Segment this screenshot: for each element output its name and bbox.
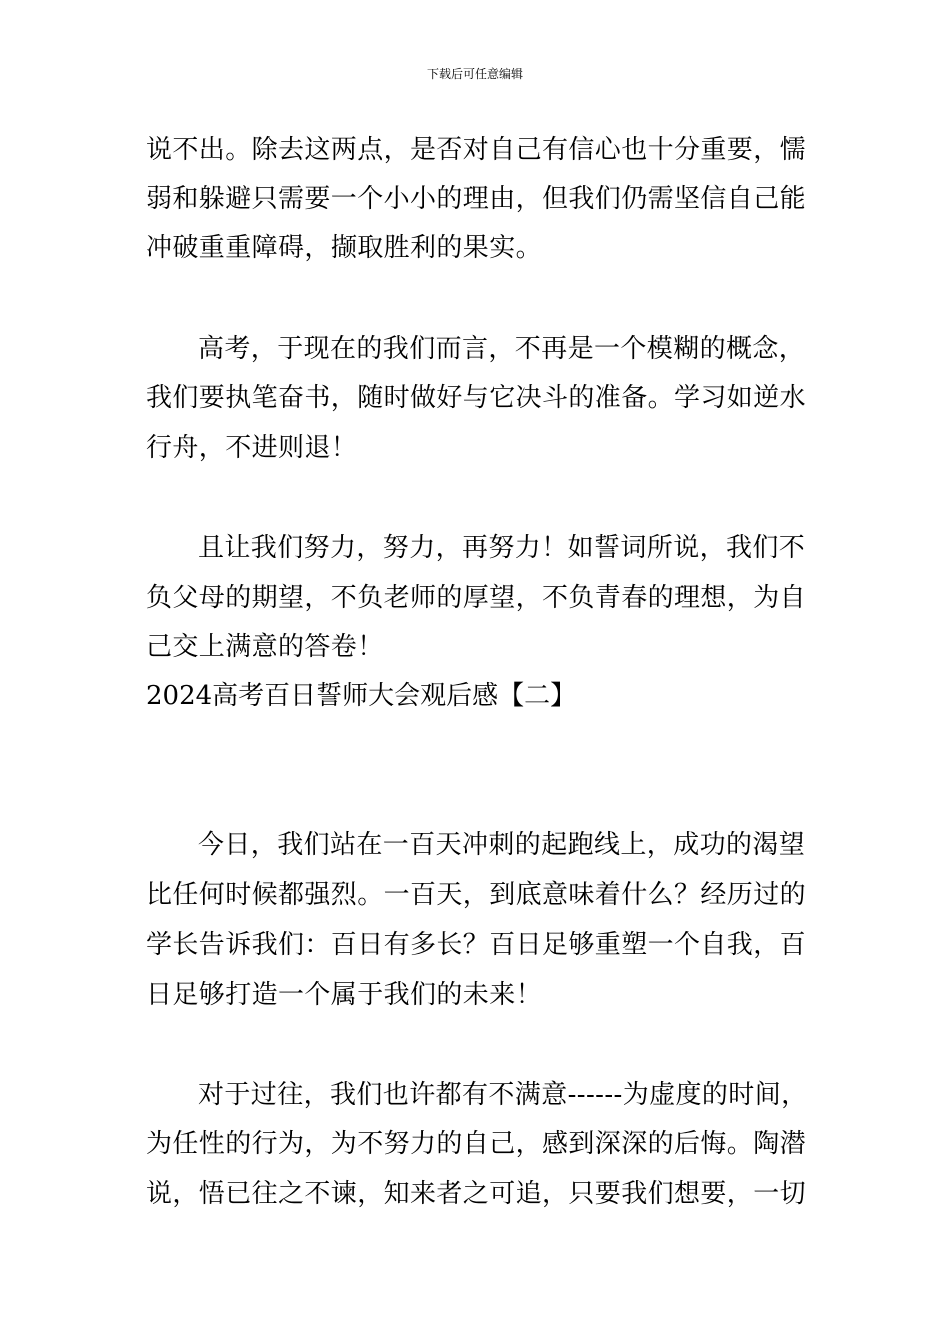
paragraph-line: 说，悟已往之不谏，知来者之可追，只要我们想要，一切 (146, 1179, 807, 1209)
paragraph-line: 为任性的行为，为不努力的自己，感到深深的后悔。陶潜 (146, 1129, 807, 1159)
paragraph-line: 学长告诉我们：百日有多长？百日足够重塑一个自我，百 (146, 930, 807, 960)
paragraph-line: 弱和躲避只需要一个小小的理由，但我们仍需坚信自己能 (146, 184, 807, 214)
paragraph-line: 冲破重重障碍，撷取胜利的果实。 (146, 233, 543, 263)
paragraph-line: 我们要执笔奋书，随时做好与它决斗的准备。学习如逆水 (146, 383, 807, 413)
paragraph-line: 对于过往，我们也许都有不满意------为虚度的时间， (198, 1080, 808, 1110)
page-header: 下载后可任意编辑 (426, 67, 523, 81)
paragraph-line: 且让我们努力，努力，再努力！如誓词所说，我们不 (198, 533, 806, 563)
paragraph-line: 高考，于现在的我们而言，不再是一个模糊的概念， (198, 334, 806, 364)
paragraph-line: 说不出。除去这两点，是否对自己有信心也十分重要，懦 (146, 135, 807, 165)
paragraph-line: 己交上满意的答卷！ (146, 632, 384, 662)
paragraph-line: 负父母的期望，不负老师的厚望，不负青春的理想，为自 (146, 583, 807, 613)
paragraph-line: 比任何时候都强烈。一百天，到底意味着什么？经历过的 (146, 880, 807, 910)
paragraph-line: 日足够打造一个属于我们的未来！ (146, 980, 543, 1010)
section-title: 2024高考百日誓师大会观后感【二】 (146, 681, 577, 711)
paragraph-line: 行舟，不进则退！ (146, 433, 358, 463)
paragraph-line: 今日，我们站在一百天冲刺的起跑线上，成功的渴望 (198, 830, 806, 860)
